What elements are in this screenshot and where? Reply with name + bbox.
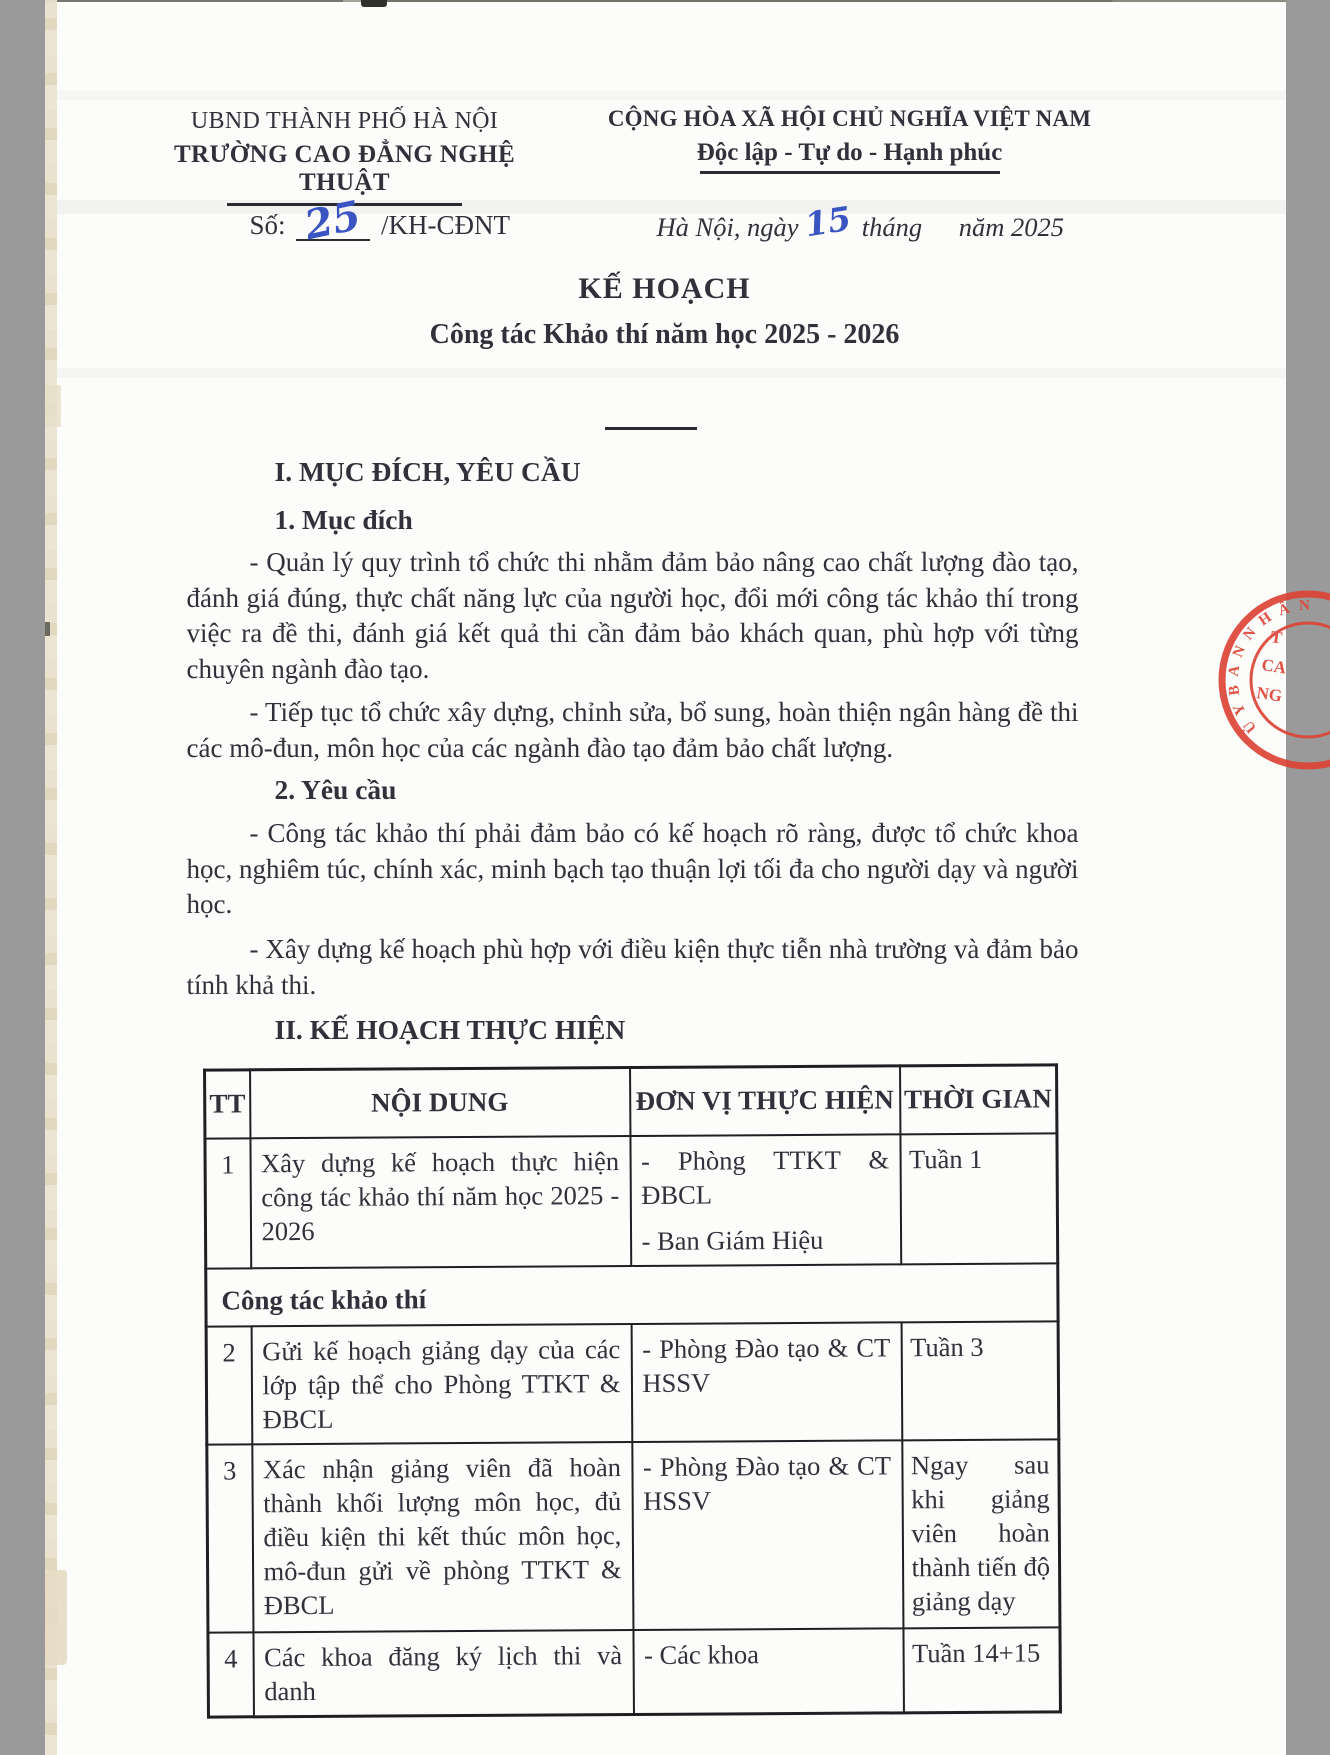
ref-code: /KH-CĐNT <box>381 210 511 240</box>
col-header-unit: ĐƠN VỊ THỰC HIỆN <box>629 1066 899 1136</box>
table-row <box>207 1627 1060 1717</box>
row-unit <box>629 1134 900 1266</box>
row-number: 4 <box>207 1632 253 1717</box>
table-row <box>206 1321 1059 1444</box>
unit-line: - Ban Giám Hiệu <box>640 1224 823 1256</box>
row-number: 1 <box>204 1138 250 1268</box>
date-year: năm 2025 <box>958 212 1065 242</box>
date-line <box>656 198 1065 245</box>
paragraph-requirement-2: - Xây dựng kế hoạch phù hợp với điều kiện thực tiễn nhà trường và đảm bảo tính khả thi. <box>186 934 1079 1000</box>
paragraph-requirement-1: - Công tác khảo thí phải đảm bảo có kế hoạch rõ ràng, được tổ chức khoa học, nghiêm túc, chính xác, minh bạch tạo thuận lợi tối đa cho người dạy và người học. <box>186 818 1079 919</box>
stamp-inner-text: CA <box>1259 655 1287 678</box>
motto-underline <box>700 171 1000 174</box>
section-1-heading: I. MỤC ĐÍCH, YÊU CẦU <box>274 456 581 487</box>
date-place: Hà Nội, ngày <box>656 212 799 242</box>
scan-band <box>45 368 1286 378</box>
row-time: Tuần 1 <box>899 1133 1057 1264</box>
row-unit: - Các khoa <box>632 1628 903 1714</box>
stamp-inner-text: T <box>1268 627 1283 648</box>
row-time: Tuần 3 <box>901 1321 1059 1440</box>
handwritten-day: 15 <box>802 198 854 245</box>
issuing-org-block <box>130 108 560 206</box>
table-header-row <box>204 1065 1056 1138</box>
table-band-row <box>205 1263 1057 1326</box>
col-header-content: NỘI DUNG <box>249 1068 629 1138</box>
table-row <box>204 1133 1057 1268</box>
row-unit: - Phòng Đào tạo & CT HSSV <box>631 1440 902 1630</box>
stamp-graphic <box>1185 572 1330 807</box>
ref-label: Số: <box>249 210 286 240</box>
document-title-block <box>195 272 1135 351</box>
handwritten-ref-number: 25 <box>301 191 366 250</box>
table-row <box>206 1439 1059 1632</box>
parent-org-name: UBND THÀNH PHỐ HÀ NỘI <box>190 108 499 134</box>
national-motto: Độc lập - Tự do - Hạnh phúc <box>696 139 1003 166</box>
stamp-inner-text: NG <box>1254 683 1283 706</box>
document-title: KẾ HOẠCH <box>578 272 751 305</box>
scan-top-edge-line <box>45 0 1286 2</box>
org-name: TRƯỜNG CAO ĐẲNG NGHỆ THUẬT <box>173 141 516 196</box>
section-1a-heading: 1. Mục đích <box>274 504 413 535</box>
row-unit: - Phòng Đào tạo & CT HSSV <box>631 1322 902 1442</box>
date-month-word: tháng <box>861 212 923 242</box>
band-label: Công tác khảo thí <box>205 1263 1057 1326</box>
national-title: CỘNG HÒA XÃ HỘI CHỦ NGHĨA VIỆT NAM <box>607 106 1092 131</box>
unit-line: - Phòng TTKT & ĐBCL <box>640 1143 889 1210</box>
plan-table <box>203 1063 1062 1718</box>
row-content: Các khoa đăng ký lịch thi và danh <box>252 1630 633 1717</box>
stamp-arc-text: Ủ Y B A N N H Â N <box>1225 597 1313 736</box>
row-content: Gửi kế hoạch giảng dạy của các lớp tập thể cho Phòng TTKT & ĐBCL <box>251 1324 632 1444</box>
scan-left-patch <box>45 1570 67 1665</box>
col-header-tt: TT <box>204 1070 249 1138</box>
document-page <box>45 0 1313 1755</box>
title-underline <box>605 427 697 430</box>
row-content: Xác nhận giảng viên đã hoàn thành khối lượng môn học, đủ điều kiện thi kết thúc môn học, mô-đun gửi về phòng TTKT & ĐBCL <box>251 1442 632 1632</box>
scan-left-dot <box>45 622 50 636</box>
scan-top-mark <box>361 0 387 7</box>
section-2-heading: II. KẾ HOẠCH THỰC HIỆN <box>274 1014 626 1045</box>
col-header-time: THỜI GIAN <box>899 1065 1056 1134</box>
paragraph-purpose-2: - Tiếp tục tổ chức xây dựng, chỉnh sửa, bổ sung, hoàn thiện ngân hàng đề thi các mô-đun, môn học của các ngành đào tạo đảm bảo chất lượng. <box>186 697 1079 763</box>
ref-number-slot <box>296 191 370 250</box>
row-time: Tuần 14+15 <box>902 1627 1060 1712</box>
reference-number-line <box>249 191 511 250</box>
row-content: Xây dựng kế hoạch thực hiện công tác khảo thí năm học 2025 - 2026 <box>249 1136 630 1268</box>
scan-band <box>45 90 1286 100</box>
row-time: Ngay sau khi giảng viên hoàn thành tiến độ giảng dạy <box>901 1439 1059 1628</box>
official-stamp <box>1185 572 1313 807</box>
row-number: 2 <box>206 1326 252 1444</box>
section-1b-heading: 2. Yêu cầu <box>274 774 397 805</box>
scan-left-patch <box>45 385 61 427</box>
national-header-block <box>590 106 1110 174</box>
scan-left-edge-strip <box>45 0 57 1755</box>
document-subtitle: Công tác Khảo thí năm học 2025 - 2026 <box>429 319 900 350</box>
row-number: 3 <box>206 1444 252 1632</box>
paragraph-purpose-1: - Quản lý quy trình tổ chức thi nhằm đảm bảo nâng cao chất lượng đào tạo, đánh giá đúng, thực chất năng lực của người học, đổi mới công tác khảo thí trong việc ra đề thi, đánh giá kết quả thi cần đảm bảo khách quan, phù hợp với từng chuyên ngành đào tạo. <box>186 547 1079 684</box>
